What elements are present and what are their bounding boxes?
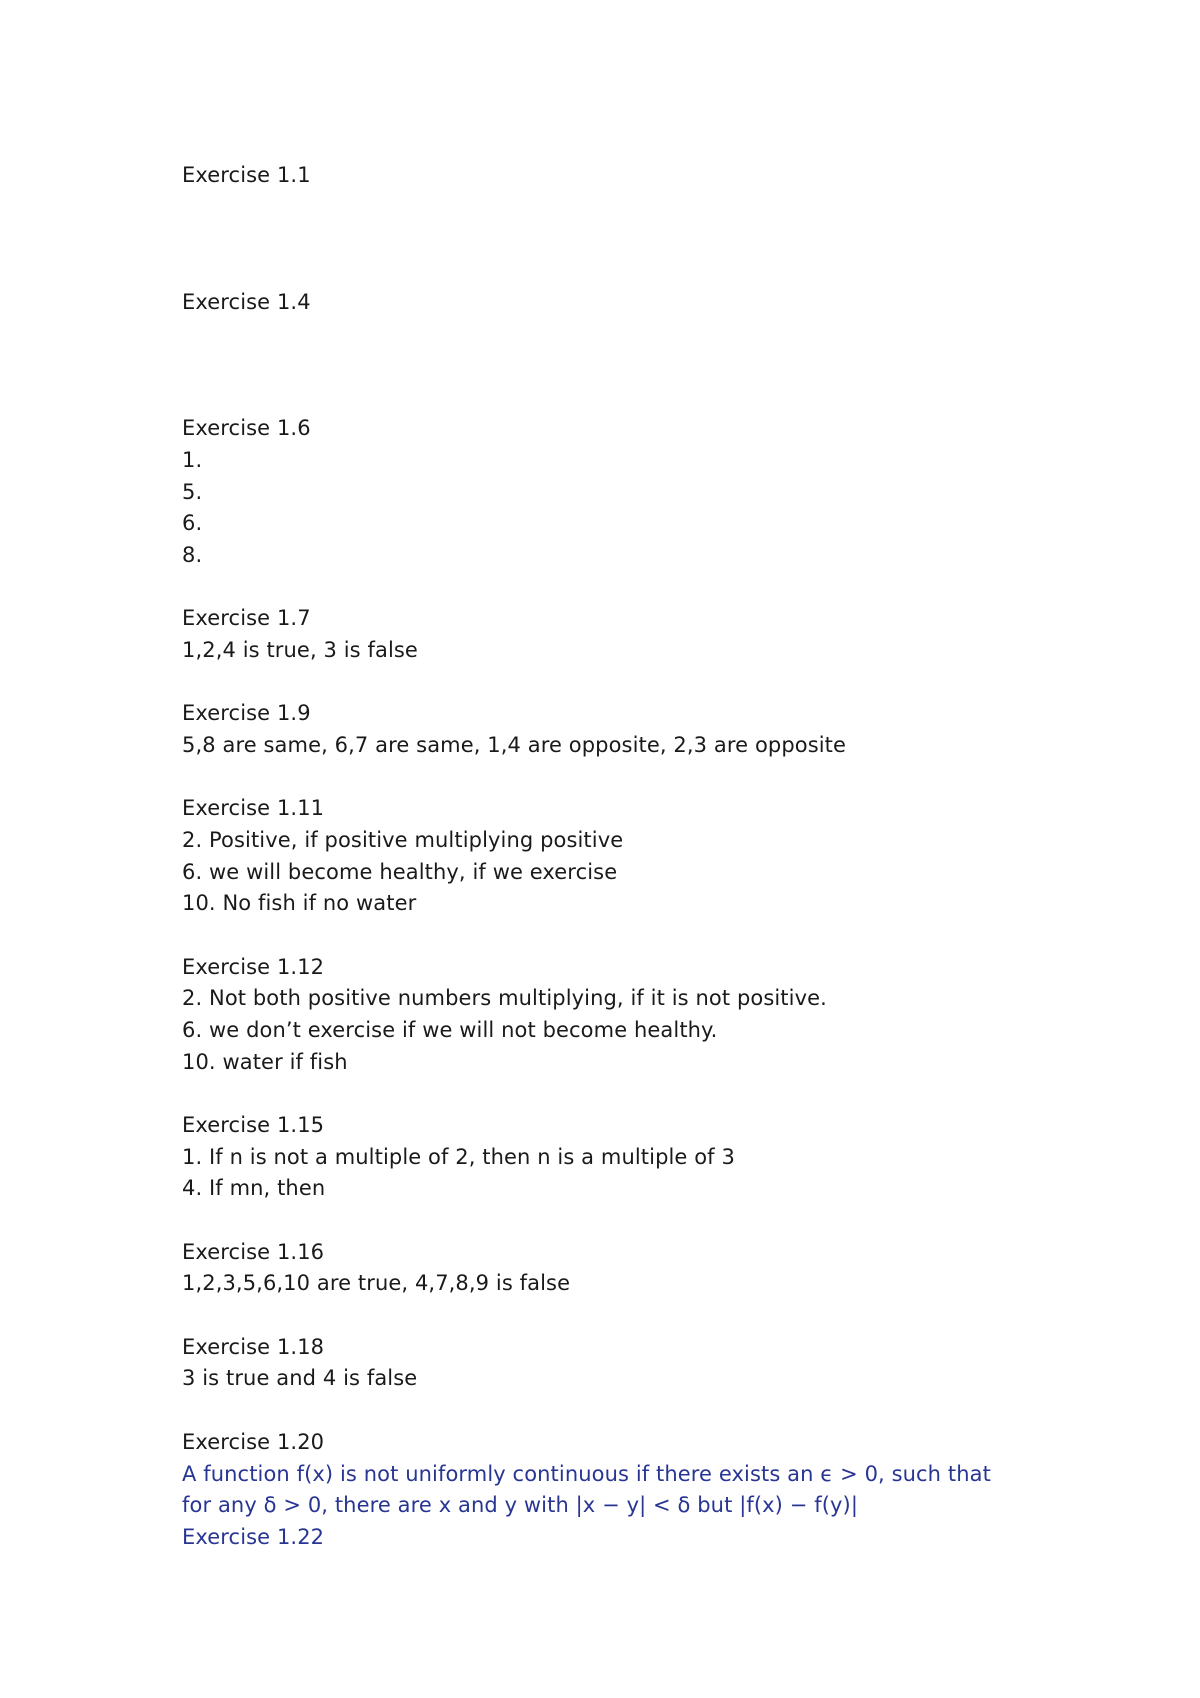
answer-line: 6. we don’t exercise if we will not become healthy. xyxy=(182,1018,718,1042)
heading-exercise-1-22: Exercise 1.22 xyxy=(182,1525,325,1549)
heading-exercise-1-4: Exercise 1.4 xyxy=(182,290,311,314)
heading-exercise-1-1: Exercise 1.1 xyxy=(182,163,311,187)
heading-exercise-1-11: Exercise 1.11 xyxy=(182,796,325,820)
heading-exercise-1-12: Exercise 1.12 xyxy=(182,955,325,979)
heading-exercise-1-18: Exercise 1.18 xyxy=(182,1335,325,1359)
answer-line: 6. xyxy=(182,511,203,535)
answer-line: 10. No fish if no water xyxy=(182,891,417,915)
heading-exercise-1-9: Exercise 1.9 xyxy=(182,701,311,725)
answer-line: 6. we will become healthy, if we exercise xyxy=(182,860,618,884)
heading-exercise-1-20: Exercise 1.20 xyxy=(182,1430,325,1454)
answer-line: 2. Not both positive numbers multiplying, if it is not positive. xyxy=(182,986,827,1010)
answer-line: 1. If n is not a multiple of 2, then n is a multiple of 3 xyxy=(182,1145,735,1169)
answer-line: 1,2,3,5,6,10 are true, 4,7,8,9 is false xyxy=(182,1271,571,1295)
answer-line: 10. water if fish xyxy=(182,1050,348,1074)
answer-line: 8. xyxy=(182,543,203,567)
answer-line: 2. Positive, if positive multiplying positive xyxy=(182,828,624,852)
heading-exercise-1-16: Exercise 1.16 xyxy=(182,1240,325,1264)
heading-exercise-1-6: Exercise 1.6 xyxy=(182,416,311,440)
heading-exercise-1-7: Exercise 1.7 xyxy=(182,606,311,630)
answer-line: 5. xyxy=(182,480,203,504)
answer-line: 3 is true and 4 is false xyxy=(182,1366,418,1390)
answer-line: A function f(x) is not uniformly continuous if there exists an ϵ > 0, such that xyxy=(182,1462,991,1486)
answer-line: 5,8 are same, 6,7 are same, 1,4 are opposite, 2,3 are opposite xyxy=(182,733,847,757)
answer-line: 4. If mn, then xyxy=(182,1176,326,1200)
answer-line: for any δ > 0, there are x and y with |x − y| < δ but |f(x) − f(y)| xyxy=(182,1493,859,1517)
answer-line: 1,2,4 is true, 3 is false xyxy=(182,638,418,662)
heading-exercise-1-15: Exercise 1.15 xyxy=(182,1113,325,1137)
answer-line: 1. xyxy=(182,448,203,472)
